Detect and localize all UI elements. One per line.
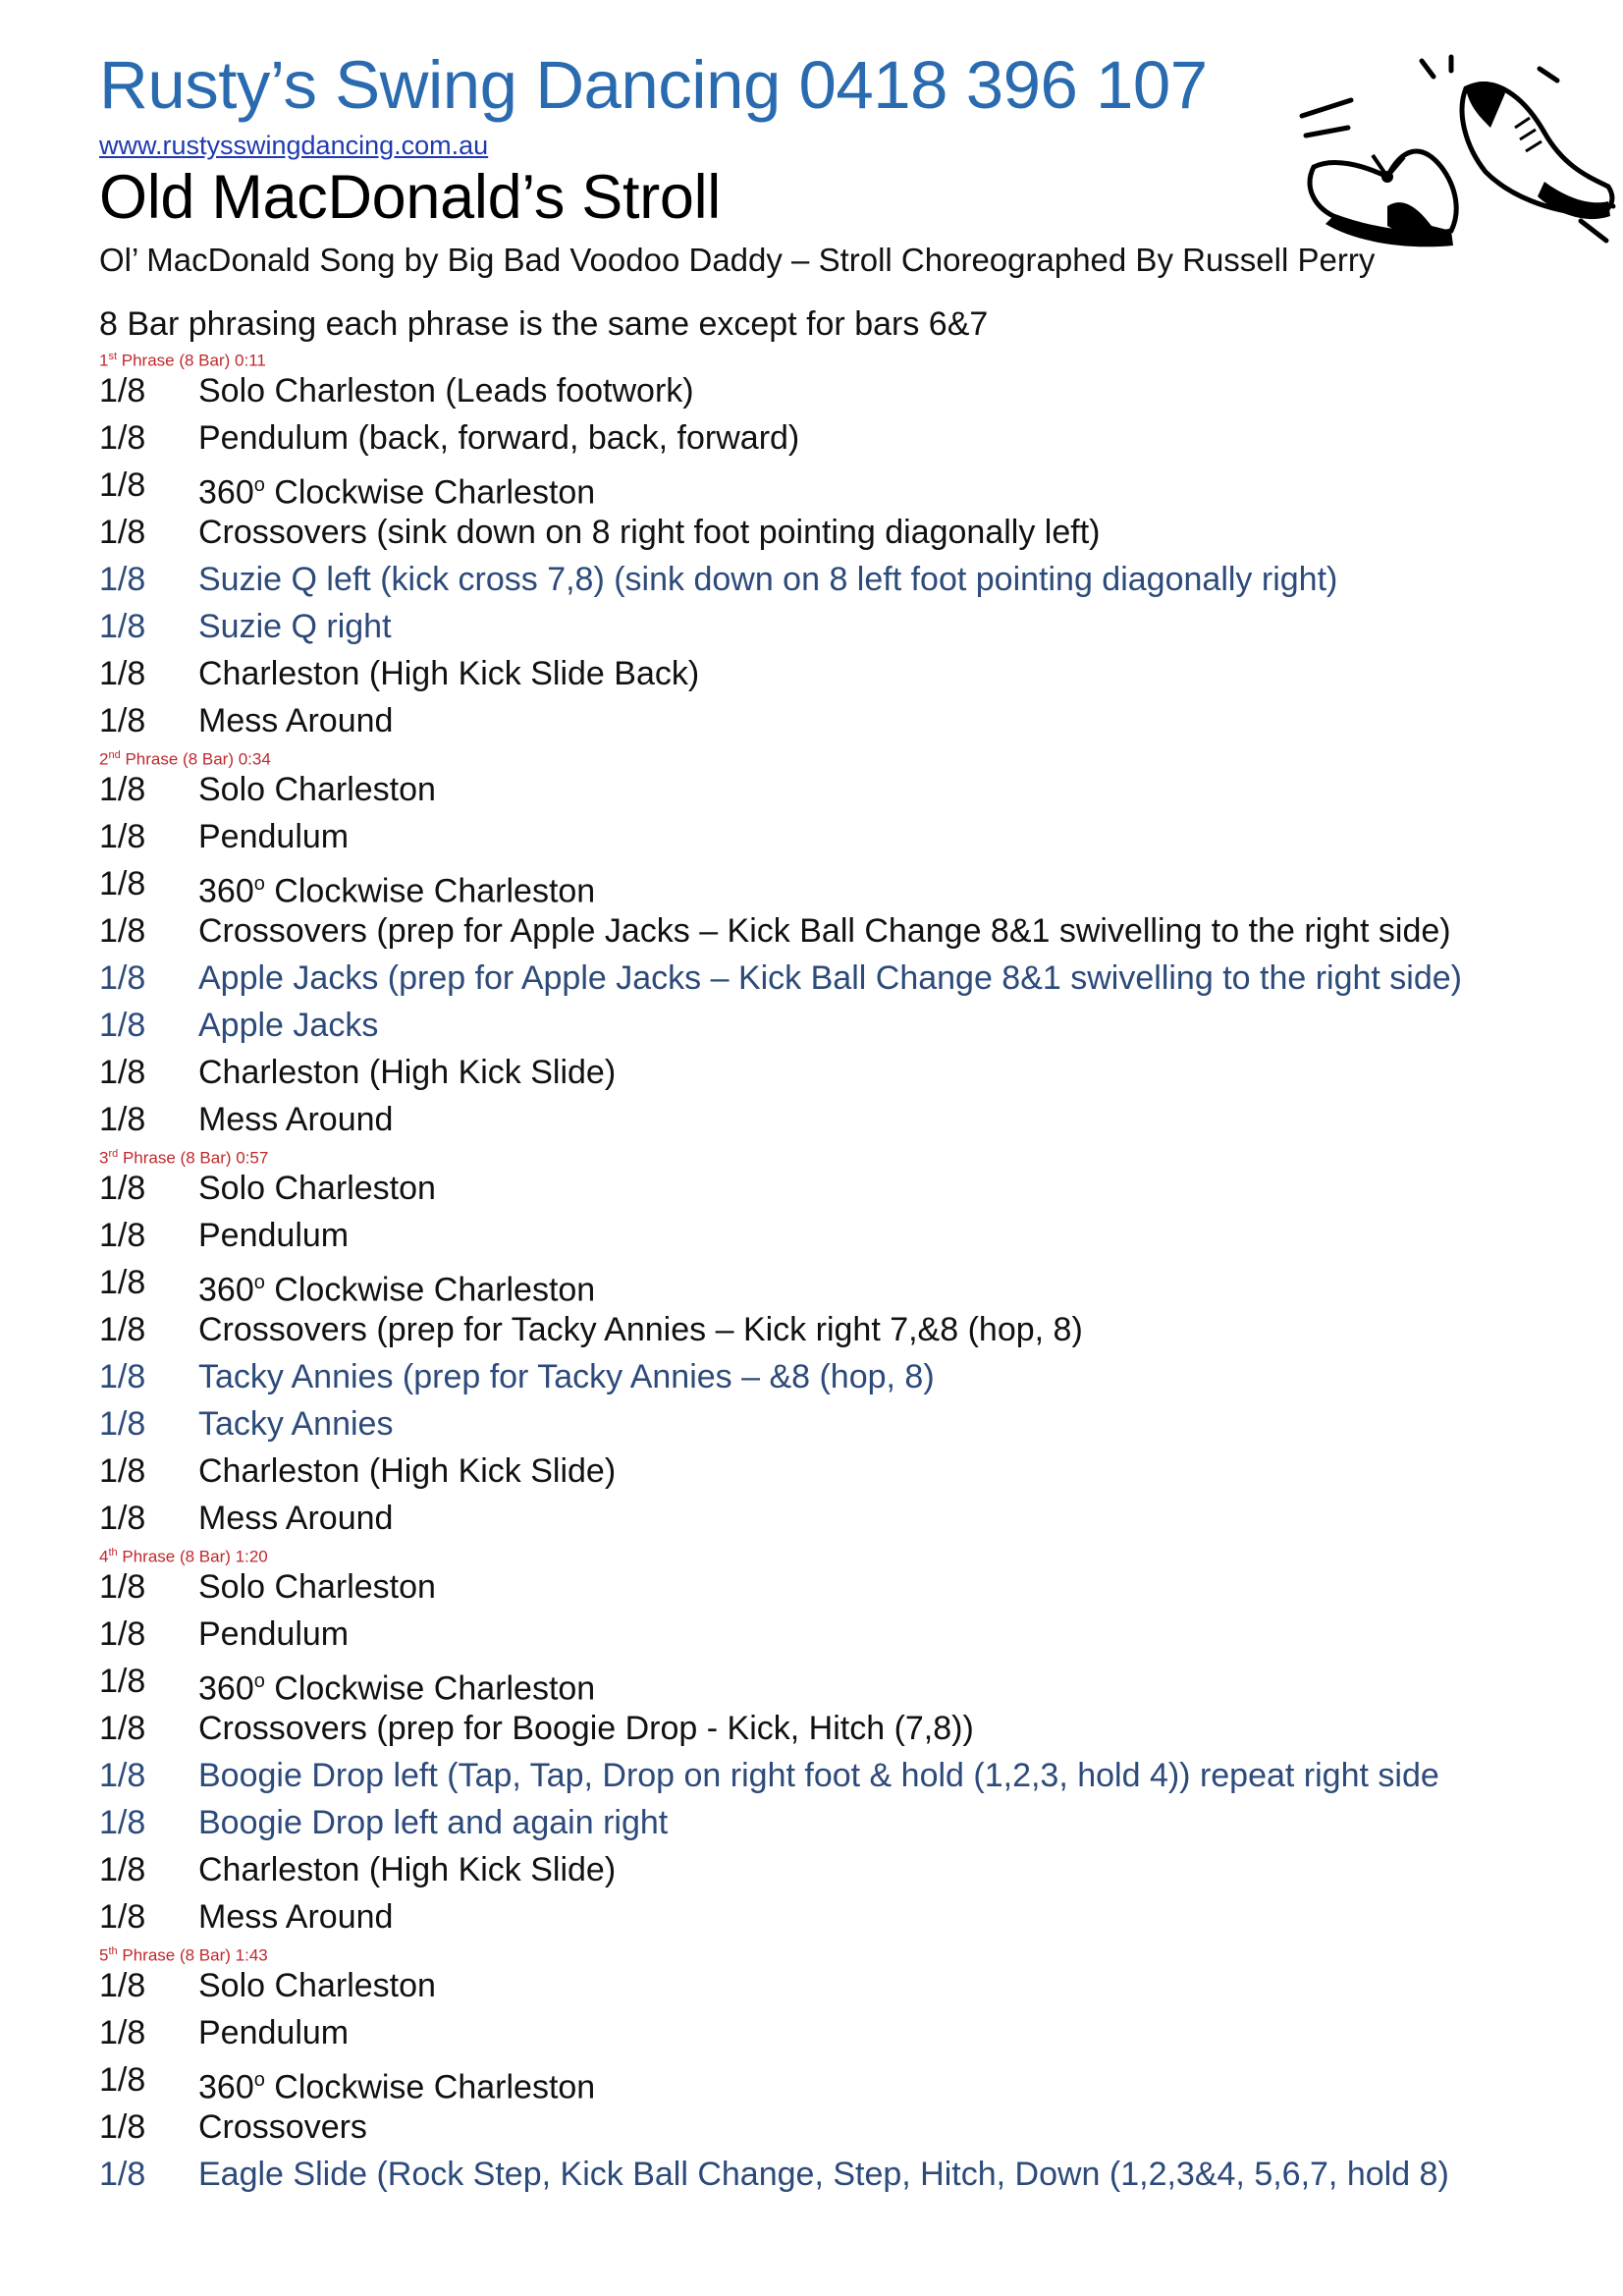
step-text: Tacky Annies (prep for Tacky Annies – &8 (hop, 8) <box>198 1358 935 1395</box>
step-text: Pendulum <box>198 818 350 855</box>
phrase-number: 4 <box>99 1547 109 1566</box>
phrase-label: Phrase (8 Bar) 0:34 <box>120 749 271 769</box>
step-row <box>99 907 1572 955</box>
step-name <box>198 766 436 813</box>
step-name <box>198 1306 1083 1353</box>
step-row <box>99 1259 1572 1309</box>
step-text: Pendulum <box>198 1217 350 1254</box>
step-name <box>198 1962 436 2009</box>
step-text-suffix: Clockwise Charleston <box>264 2068 596 2106</box>
degree-superscript: o <box>253 2069 265 2091</box>
step-row <box>99 813 1572 860</box>
phrase-ordinal: st <box>108 351 118 362</box>
step-name <box>198 462 596 512</box>
step-name <box>198 2151 1449 2198</box>
step-text: Mess Around <box>198 1101 394 1138</box>
step-name <box>198 2009 349 2056</box>
step-count: 1/8 <box>99 1967 146 2004</box>
step-count: 1/8 <box>99 912 146 950</box>
step-text-suffix: Clockwise Charleston <box>264 1271 596 1309</box>
step-name <box>198 367 694 414</box>
step-name <box>198 1893 393 1941</box>
step-row <box>99 2151 1572 2198</box>
step-row <box>99 603 1572 650</box>
step-count: 1/8 <box>99 1007 146 1044</box>
step-count: 1/8 <box>99 1054 146 1091</box>
step-name <box>198 1096 393 1143</box>
document-page <box>99 43 1572 2198</box>
phrase-number: 2 <box>99 749 109 769</box>
step-count: 1/8 <box>99 608 146 645</box>
step-text: Mess Around <box>198 1500 394 1537</box>
step-name <box>198 556 1337 603</box>
step-name <box>198 1353 935 1400</box>
step-name <box>198 955 1462 1002</box>
step-text: Pendulum <box>198 2014 350 2051</box>
step-text: Solo Charleston (Leads footwork) <box>198 372 694 410</box>
step-count: 1/8 <box>99 466 146 504</box>
step-text: Solo Charleston <box>198 1568 436 1606</box>
step-text: Charleston (High Kick Slide Back) <box>198 655 700 692</box>
step-count: 1/8 <box>99 1663 146 1700</box>
step-text: 360 <box>198 1669 254 1708</box>
step-count: 1/8 <box>99 959 146 997</box>
step-row <box>99 1893 1572 1941</box>
step-row <box>99 1799 1572 1846</box>
step-row <box>99 1846 1572 1893</box>
step-list <box>99 766 1572 1143</box>
step-name <box>198 1799 668 1846</box>
step-text: 360 <box>198 473 254 512</box>
step-name <box>198 414 799 462</box>
step-count: 1/8 <box>99 2156 146 2193</box>
step-name <box>198 697 393 744</box>
song-subtitle: Ol’ MacDonald Song by Big Bad Voodoo Daddy – Stroll Choreographed By Russell Perry <box>99 242 1376 278</box>
step-row <box>99 1212 1572 1259</box>
step-row <box>99 462 1572 512</box>
step-text: Pendulum (back, forward, back, forward) <box>198 419 800 457</box>
degree-superscript: o <box>253 1272 265 1293</box>
phrase-label: Phrase (8 Bar) 1:20 <box>117 1547 268 1566</box>
step-name <box>198 1165 436 1212</box>
step-text-suffix: Clockwise Charleston <box>264 1669 596 1708</box>
phrase-header <box>99 1143 1572 1168</box>
step-text: Charleston (High Kick Slide) <box>198 1054 617 1091</box>
step-row <box>99 650 1572 697</box>
step-row <box>99 2104 1572 2151</box>
step-row <box>99 860 1572 910</box>
step-name <box>198 2056 595 2104</box>
step-count: 1/8 <box>99 1405 146 1443</box>
step-count: 1/8 <box>99 702 146 739</box>
step-row <box>99 1495 1572 1542</box>
step-count: 1/8 <box>99 1615 146 1653</box>
step-text: Pendulum <box>198 1615 350 1653</box>
step-text: Solo Charleston <box>198 1170 436 1207</box>
step-text: Apple Jacks (prep for Apple Jacks – Kick Ball Change 8&1 swivelling to the right side) <box>198 959 1462 997</box>
step-name <box>198 1846 616 1893</box>
step-name <box>198 1563 436 1611</box>
step-text: Boogie Drop left (Tap, Tap, Drop on right foot & hold (1,2,3, hold 4)) repeat right side <box>198 1757 1439 1794</box>
phrase-label: Phrase (8 Bar) 0:57 <box>118 1148 269 1168</box>
step-text: Mess Around <box>198 702 394 739</box>
step-row <box>99 1752 1572 1799</box>
step-count: 1/8 <box>99 2014 146 2051</box>
step-row <box>99 1049 1572 1096</box>
degree-superscript: o <box>253 1670 265 1692</box>
step-row <box>99 697 1572 744</box>
phrase-number: 3 <box>99 1148 109 1168</box>
step-count: 1/8 <box>99 1358 146 1395</box>
step-row <box>99 1563 1572 1611</box>
step-name <box>198 907 1451 955</box>
step-text: Boogie Drop left and again right <box>198 1804 669 1841</box>
step-text: 360 <box>198 872 254 910</box>
step-row <box>99 1353 1572 1400</box>
step-count: 1/8 <box>99 1217 146 1254</box>
step-list <box>99 1962 1572 2198</box>
step-count: 1/8 <box>99 818 146 855</box>
phrase-header <box>99 346 1572 370</box>
step-row <box>99 1962 1572 2009</box>
step-row <box>99 1096 1572 1143</box>
step-row <box>99 414 1572 462</box>
step-count: 1/8 <box>99 1311 146 1348</box>
phrase-number: 5 <box>99 1945 109 1965</box>
step-text: Solo Charleston <box>198 771 436 808</box>
step-count: 1/8 <box>99 1264 146 1301</box>
step-name <box>198 1658 596 1708</box>
step-name <box>198 1611 349 1658</box>
step-name <box>198 1212 349 1259</box>
step-text: Crossovers <box>198 2108 367 2146</box>
step-name <box>198 1448 616 1495</box>
step-count: 1/8 <box>99 1500 146 1537</box>
step-count: 1/8 <box>99 1568 146 1606</box>
step-row <box>99 1002 1572 1049</box>
step-text: Apple Jacks <box>198 1007 379 1044</box>
step-count: 1/8 <box>99 2108 146 2146</box>
step-count: 1/8 <box>99 2061 146 2099</box>
step-text: 360 <box>198 2068 254 2106</box>
step-text: Crossovers (prep for Boogie Drop - Kick, Hitch (7,8)) <box>198 1710 974 1747</box>
step-name <box>198 650 699 697</box>
step-name <box>198 813 349 860</box>
step-count: 1/8 <box>99 1101 146 1138</box>
step-count: 1/8 <box>99 1898 146 1936</box>
step-name <box>198 1049 616 1096</box>
phrase-number: 1 <box>99 351 109 370</box>
step-count: 1/8 <box>99 1757 146 1794</box>
step-row <box>99 1400 1572 1448</box>
step-row <box>99 2056 1572 2104</box>
step-text-suffix: Clockwise Charleston <box>264 473 596 512</box>
song-title: Old MacDonald’s Stroll <box>99 163 721 232</box>
step-text: Suzie Q right <box>198 608 392 645</box>
phrase-ordinal: nd <box>108 749 121 761</box>
step-name <box>198 860 596 910</box>
step-name <box>198 2104 367 2151</box>
phrase-header <box>99 1542 1572 1566</box>
step-count: 1/8 <box>99 372 146 410</box>
step-name <box>198 1400 393 1448</box>
step-name <box>198 1002 378 1049</box>
phrase-label: Phrase (8 Bar) 1:43 <box>117 1945 268 1965</box>
step-row <box>99 367 1572 414</box>
step-count: 1/8 <box>99 1452 146 1490</box>
step-row <box>99 2009 1572 2056</box>
step-row <box>99 1448 1572 1495</box>
phrase-label: Phrase (8 Bar) 0:11 <box>117 351 266 370</box>
step-count: 1/8 <box>99 865 146 902</box>
step-row <box>99 766 1572 813</box>
step-row <box>99 1658 1572 1708</box>
step-count: 1/8 <box>99 1710 146 1747</box>
step-text: Crossovers (prep for Apple Jacks – Kick Ball Change 8&1 swivelling to the right side) <box>198 912 1451 950</box>
website-link[interactable]: www.rustysswingdancing.com.au <box>99 131 489 160</box>
step-text-suffix: Clockwise Charleston <box>264 872 596 910</box>
step-text: Mess Around <box>198 1898 394 1936</box>
step-name <box>198 1705 974 1752</box>
step-text: Eagle Slide (Rock Step, Kick Ball Change, Step, Hitch, Down (1,2,3&4, 5,6,7, hold 8) <box>198 2156 1449 2193</box>
step-name <box>198 1259 596 1309</box>
phrase-header <box>99 744 1572 769</box>
step-list <box>99 367 1572 744</box>
step-text: Charleston (High Kick Slide) <box>198 1851 617 1888</box>
step-count: 1/8 <box>99 561 146 598</box>
step-text: Charleston (High Kick Slide) <box>198 1452 617 1490</box>
step-name <box>198 1495 393 1542</box>
step-list <box>99 1563 1572 1941</box>
step-row <box>99 1306 1572 1353</box>
step-row <box>99 1165 1572 1212</box>
step-row <box>99 1611 1572 1658</box>
phrase-list <box>99 346 1572 2198</box>
step-count: 1/8 <box>99 419 146 457</box>
degree-superscript: o <box>253 873 265 895</box>
step-count: 1/8 <box>99 1170 146 1207</box>
step-text: Suzie Q left (kick cross 7,8) (sink down on 8 left foot pointing diagonally right) <box>198 561 1338 598</box>
step-name <box>198 509 1100 556</box>
step-list <box>99 1165 1572 1542</box>
step-count: 1/8 <box>99 1851 146 1888</box>
degree-superscript: o <box>253 474 265 496</box>
step-name <box>198 1752 1439 1799</box>
phrase-ordinal: th <box>108 1547 118 1558</box>
phrase-ordinal: th <box>108 1945 118 1957</box>
step-row <box>99 1705 1572 1752</box>
step-count: 1/8 <box>99 655 146 692</box>
phrase-ordinal: rd <box>108 1148 119 1160</box>
step-row <box>99 509 1572 556</box>
phrasing-note: 8 Bar phrasing each phrase is the same except for bars 6&7 <box>99 305 989 343</box>
phrase-header <box>99 1941 1572 1965</box>
step-count: 1/8 <box>99 514 146 551</box>
step-count: 1/8 <box>99 1804 146 1841</box>
dancing-shoes-icon <box>1294 49 1623 260</box>
step-text: Crossovers (prep for Tacky Annies – Kick right 7,&8 (hop, 8) <box>198 1311 1083 1348</box>
page-title: Rusty’s Swing Dancing 0418 396 107 <box>99 47 1208 123</box>
step-text: Crossovers (sink down on 8 right foot pointing diagonally left) <box>198 514 1101 551</box>
step-text: 360 <box>198 1271 254 1309</box>
step-row <box>99 556 1572 603</box>
step-text: Solo Charleston <box>198 1967 436 2004</box>
step-count: 1/8 <box>99 771 146 808</box>
step-text: Tacky Annies <box>198 1405 394 1443</box>
step-row <box>99 955 1572 1002</box>
step-name <box>198 603 392 650</box>
